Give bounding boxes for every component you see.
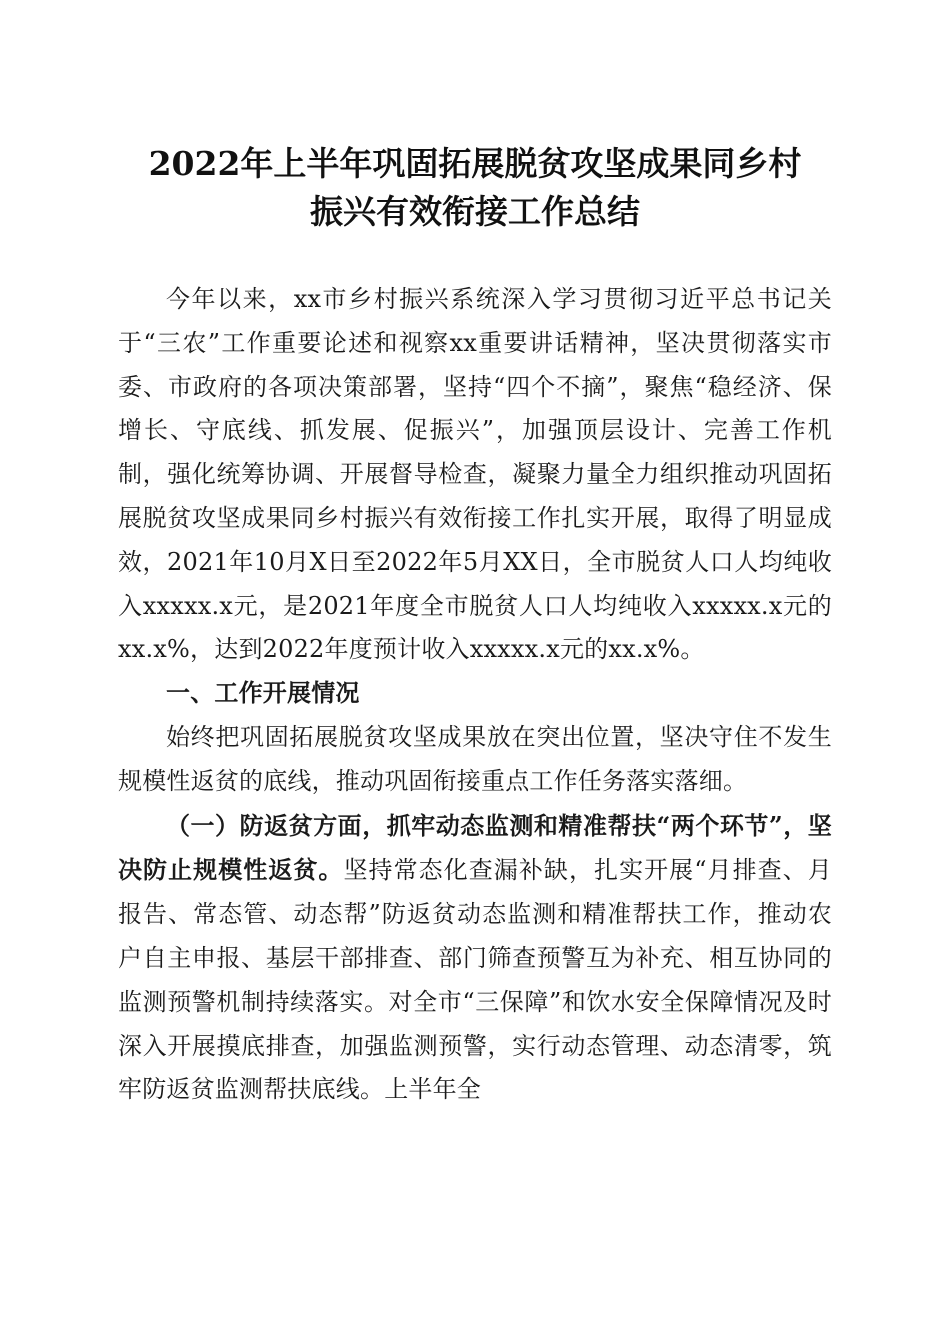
intro-paragraph: 今年以来，xx市乡村振兴系统深入学习贯彻习近平总书记关于“三农”工作重要论述和视察xx重要讲话精神，坚决贯彻落实市委、市政府的各项决策部署，坚持“四个不摘”，聚焦“稳经济、保增长、守底线、抓发展、促振兴”，加强顶层设计、完善工作机制，强化统筹协调、开展督导检查，凝聚力量全力组织推动巩固拓展脱贫攻坚成果同乡村振兴有效衔接工作扎实开展，取得了明显成效，2021年10月X日至2022年5月XX日，全市脱贫人口人均纯收入xxxxx.x元，是2021年度全市脱贫人口人均纯收入xxxxx.x元的xx.x%，达到2022年度预计收入xxxxx.x元的xx.x%。 [118,285,832,664]
section-intro-paragraph: 始终把巩固拓展脱贫攻坚成果放在突出位置，坚决守住不发生规模性返贫的底线，推动巩固衔接重点工作任务落实落细。 [118,722,832,795]
section-heading: 一、工作开展情况 [166,679,360,708]
subsection-lead: （一）防返贫方面，抓牢动态监测和精准帮扶“两个环节”，坚决防止规模性返贫。 [118,810,832,885]
title-line-2: 振兴有效衔接工作总结 [310,192,640,231]
document-body [118,278,832,1112]
subsection-text: 坚持常态化查漏补缺，扎实开展“月排查、月报告、常态管、动态帮”防返贫动态监测和精准帮扶工作，推动农户自主申报、基层干部排查、部门筛查预警互为补充、相互协同的监测预警机制持续落实。对全市“三保障”和饮水安全保障情况及时深入开展摸底排查，加强监测预警，实行动态管理、动态清零，筑牢防返贫监测帮扶底线。上半年全 [118,856,832,1104]
subsection-paragraph [118,804,832,1113]
title-line-1: 2022年上半年巩固拓展脱贫攻坚成果同乡村 [148,144,802,183]
document-title [100,140,850,236]
